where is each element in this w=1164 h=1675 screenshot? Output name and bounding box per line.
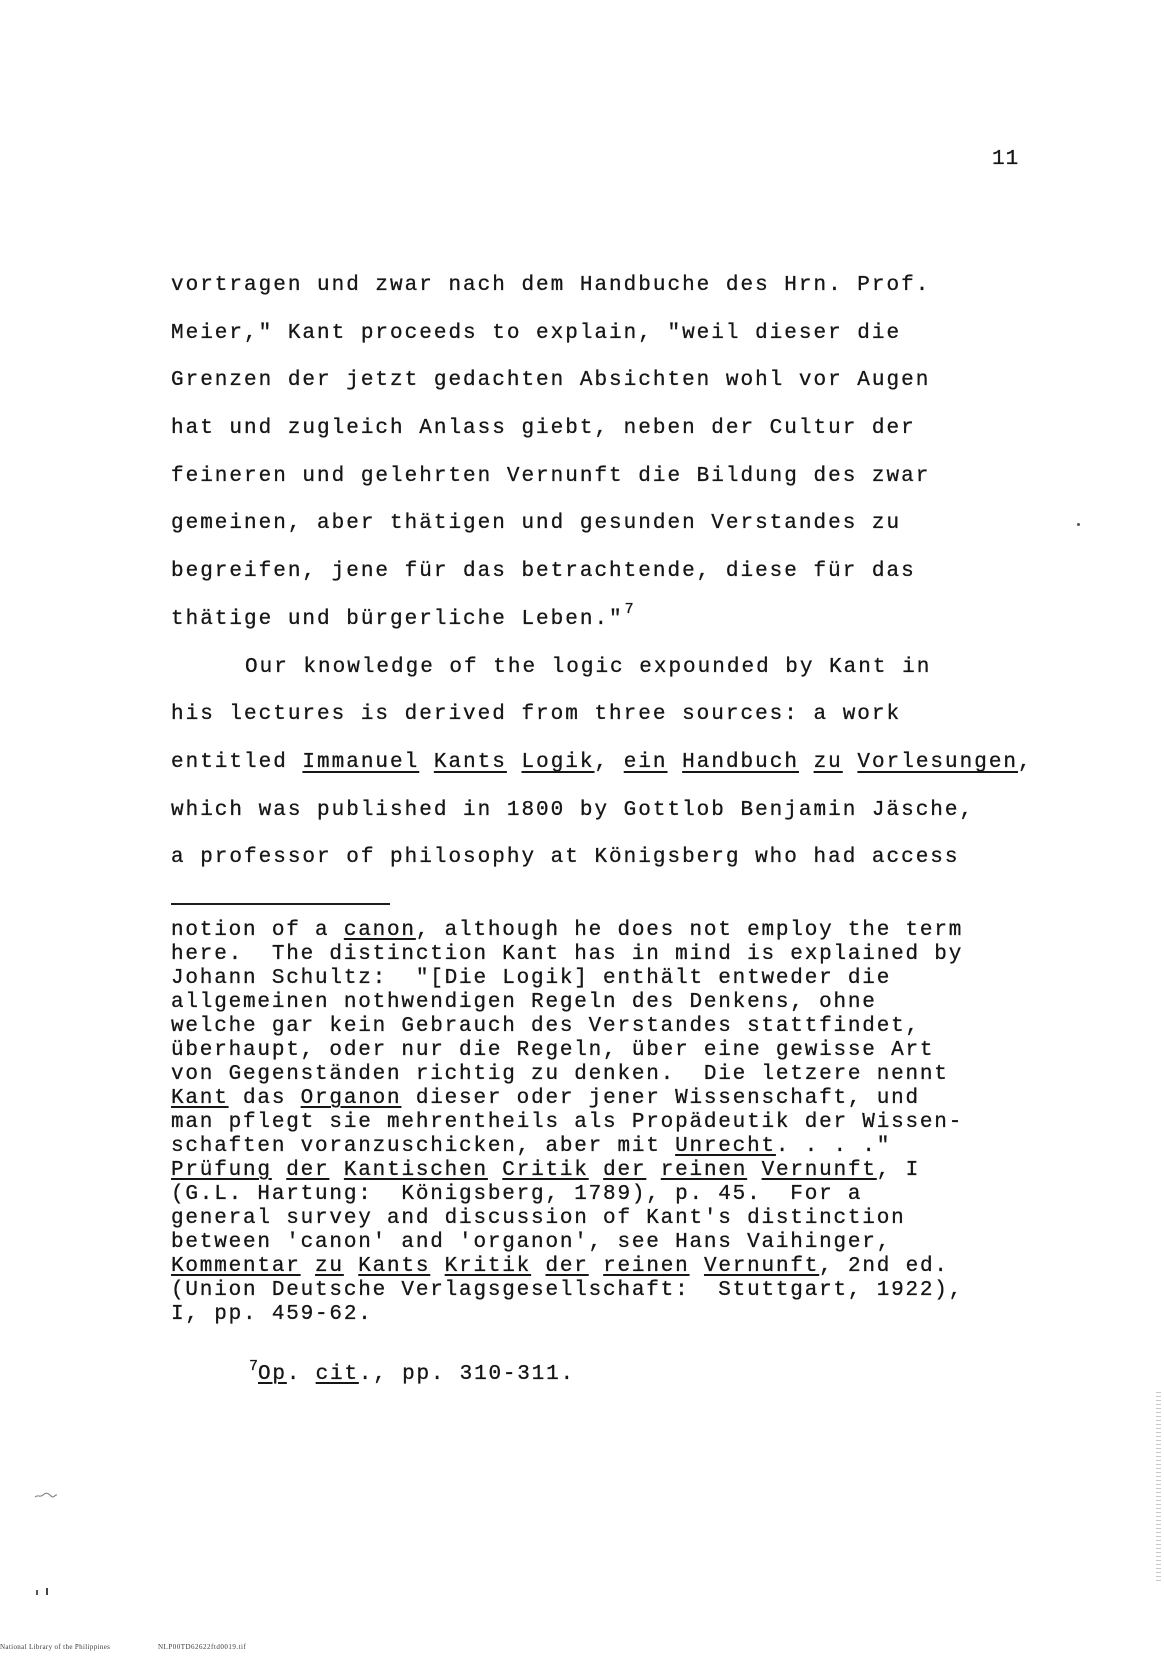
text-run <box>843 751 858 774</box>
underlined-text: der <box>545 1255 589 1278</box>
underlined-text: canon <box>343 919 416 942</box>
text-line <box>171 1159 963 1183</box>
text-line <box>171 1303 963 1327</box>
scan-footer <box>0 1643 300 1651</box>
text-run: notion of a <box>171 919 344 942</box>
text-run: von Gegenständen richtig zu denken. Die letzere nennt <box>171 1063 949 1086</box>
library-credit: National Library of the Philippines <box>0 1643 111 1651</box>
text-run: a professor of philosophy at Königsberg who had access <box>171 846 960 870</box>
text-run: general survey and discussion of Kant's distinction <box>171 1207 906 1230</box>
text-run <box>301 1255 315 1278</box>
text-run: his lectures is derived from three sources: a work <box>171 703 902 727</box>
scan-speck <box>1077 523 1080 526</box>
text-line <box>171 1358 575 1387</box>
underlined-text: reinen <box>603 1255 690 1278</box>
text-run <box>799 751 814 774</box>
underlined-text: Op <box>258 1363 287 1386</box>
text-line <box>171 1015 963 1039</box>
underlined-text: Vorlesungen <box>857 750 1019 774</box>
underlined-text: der <box>286 1159 330 1182</box>
text-run: Grenzen der jetzt gedachten Absichten wohl vor Augen <box>171 369 931 393</box>
note-reference: 7 <box>624 600 634 618</box>
text-run <box>589 1255 603 1278</box>
body-paragraph <box>171 644 1033 882</box>
text-run <box>690 1255 704 1278</box>
text-line <box>171 1255 963 1279</box>
underlined-text: Kants <box>433 750 507 774</box>
footnote-continuation <box>171 919 963 1327</box>
text-run: das <box>228 1087 301 1110</box>
underlined-text: Critik <box>502 1159 589 1182</box>
text-run: . <box>286 1363 316 1386</box>
underlined-text: zu <box>315 1255 344 1278</box>
underlined-text: ein <box>623 750 668 774</box>
text-run: dieser oder jener Wissenschaft, und <box>401 1087 920 1110</box>
text-line <box>171 596 1033 644</box>
text-line <box>171 943 963 967</box>
text-run: , although he does not employ the term <box>415 919 964 942</box>
text-run: Meier," Kant proceeds to explain, "weil dieser die <box>171 321 902 345</box>
scan-mark <box>46 1588 48 1595</box>
text-line <box>171 1087 963 1111</box>
text-line <box>171 1111 963 1135</box>
scan-edge-noise <box>1156 1392 1161 1582</box>
text-run: man pflegt sie mehrentheils als Propädeutik der Wissen- <box>171 1111 964 1134</box>
text-run: ., pp. 310-311. <box>358 1363 575 1386</box>
footnote <box>171 1358 575 1387</box>
text-line <box>171 991 963 1015</box>
text-line <box>171 1135 963 1159</box>
text-line <box>171 548 1033 596</box>
text-line <box>171 453 1033 501</box>
underlined-text: Organon <box>300 1087 402 1110</box>
text-run <box>344 1255 358 1278</box>
text-run: , 2nd ed. <box>819 1255 949 1278</box>
text-run: Johann Schultz: "[Die Logik] enthält entweder die <box>171 967 892 990</box>
text-run: feineren und gelehrten Vernunft die Bildung des zwar <box>171 464 931 488</box>
text-line <box>171 1207 963 1231</box>
text-line <box>171 405 1033 453</box>
underlined-text: cit <box>315 1363 359 1386</box>
text-run: vortragen und zwar nach dem Handbuche des Hrn. Prof. <box>171 274 931 297</box>
page-number: 11 <box>992 148 1020 171</box>
underlined-text: Kants <box>358 1255 431 1278</box>
text-run: welche gar kein Gebrauch des Verstandes stattfindet, <box>171 1015 920 1038</box>
text-line <box>171 1231 963 1255</box>
underlined-text: Vernunft <box>703 1255 820 1278</box>
text-run <box>272 1159 286 1182</box>
text-line <box>171 1183 963 1207</box>
underlined-text: zu <box>813 750 843 774</box>
text-line <box>171 739 1033 787</box>
body-paragraph <box>171 262 1033 644</box>
text-run <box>589 1159 603 1182</box>
text-line <box>171 967 963 991</box>
underlined-text: Logik <box>521 750 595 774</box>
text-run: überhaupt, oder nur die Regeln, über eine gewisse Art <box>171 1039 935 1062</box>
underlined-text: Prüfung <box>171 1159 272 1182</box>
text-run: which was published in 1800 by Gottlob Benjamin Jäsche, <box>171 798 975 822</box>
underlined-text: Unrecht <box>675 1135 776 1158</box>
text-line <box>171 787 1033 835</box>
underlined-text: Vernunft <box>761 1159 877 1182</box>
text-run: , <box>1018 750 1033 774</box>
text-line <box>171 1039 963 1063</box>
scan-mark <box>36 1590 38 1595</box>
image-filename: NLP00TD62622ftd0019.tif <box>158 1643 247 1651</box>
underlined-text: Handbuch <box>682 750 799 774</box>
text-line <box>171 919 963 943</box>
text-line <box>171 262 1033 310</box>
text-run: thätige und bürgerliche Leben." <box>171 607 624 631</box>
text-run: (Union Deutsche Verlagsgesellschaft: Stuttgart, 1922), <box>171 1279 964 1302</box>
text-run <box>430 1255 444 1278</box>
text-run: schaften voranzuschicken, aber mit <box>171 1135 676 1158</box>
text-run: gemeinen, aber thätigen und gesunden Verstandes zu <box>171 512 902 536</box>
text-run: entitled <box>171 750 303 774</box>
text-run: allgemeinen nothwendigen Regeln des Denkens, ohne <box>171 991 877 1014</box>
text-line <box>171 1063 963 1087</box>
underlined-text: Kommentar <box>171 1255 301 1278</box>
body-text <box>171 262 1033 882</box>
footnote-marker: 7 <box>249 1358 259 1375</box>
underlined-text: reinen <box>660 1159 748 1182</box>
footnote-list <box>171 1358 575 1387</box>
underlined-text: der <box>603 1159 647 1182</box>
underlined-text: Kritik <box>444 1255 532 1278</box>
text-run: Our knowledge of the logic expounded by Kant in <box>245 655 932 679</box>
text-run <box>747 1159 761 1182</box>
underlined-text: Kant <box>171 1087 229 1110</box>
text-run <box>646 1159 660 1182</box>
text-run: I, pp. 459-62. <box>171 1303 373 1326</box>
text-run: . . . ." <box>775 1135 892 1158</box>
text-line <box>171 310 1033 358</box>
text-run <box>668 751 683 774</box>
underlined-text: Immanuel <box>302 750 420 774</box>
text-line <box>171 357 1033 405</box>
text-run: hat und zugleich Anlass giebt, neben der Cultur der <box>171 417 916 441</box>
text-run: here. The distinction Kant has in mind is explained by <box>171 943 964 966</box>
text-run: (G.L. Hartung: Königsberg, 1789), p. 45. For a <box>171 1183 863 1206</box>
text-line <box>171 644 1033 692</box>
text-run: between 'canon' and 'organon', see Hans Vaihinger, <box>171 1231 892 1254</box>
footnote-separator <box>171 903 390 905</box>
text-run: , I <box>876 1159 921 1182</box>
text-run <box>531 1255 545 1278</box>
scan-smudge <box>34 1490 58 1500</box>
text-line <box>171 1279 963 1303</box>
underlined-text: Kantischen <box>343 1159 488 1182</box>
text-line <box>171 500 1033 548</box>
text-run <box>488 1159 502 1182</box>
text-line <box>171 691 1033 739</box>
text-line <box>171 834 1033 882</box>
text-run <box>329 1159 343 1182</box>
text-run <box>507 751 522 774</box>
text-run <box>419 751 434 774</box>
text-run: begreifen, jene für das betrachtende, diese für das <box>171 560 916 584</box>
text-run: , <box>594 750 624 774</box>
